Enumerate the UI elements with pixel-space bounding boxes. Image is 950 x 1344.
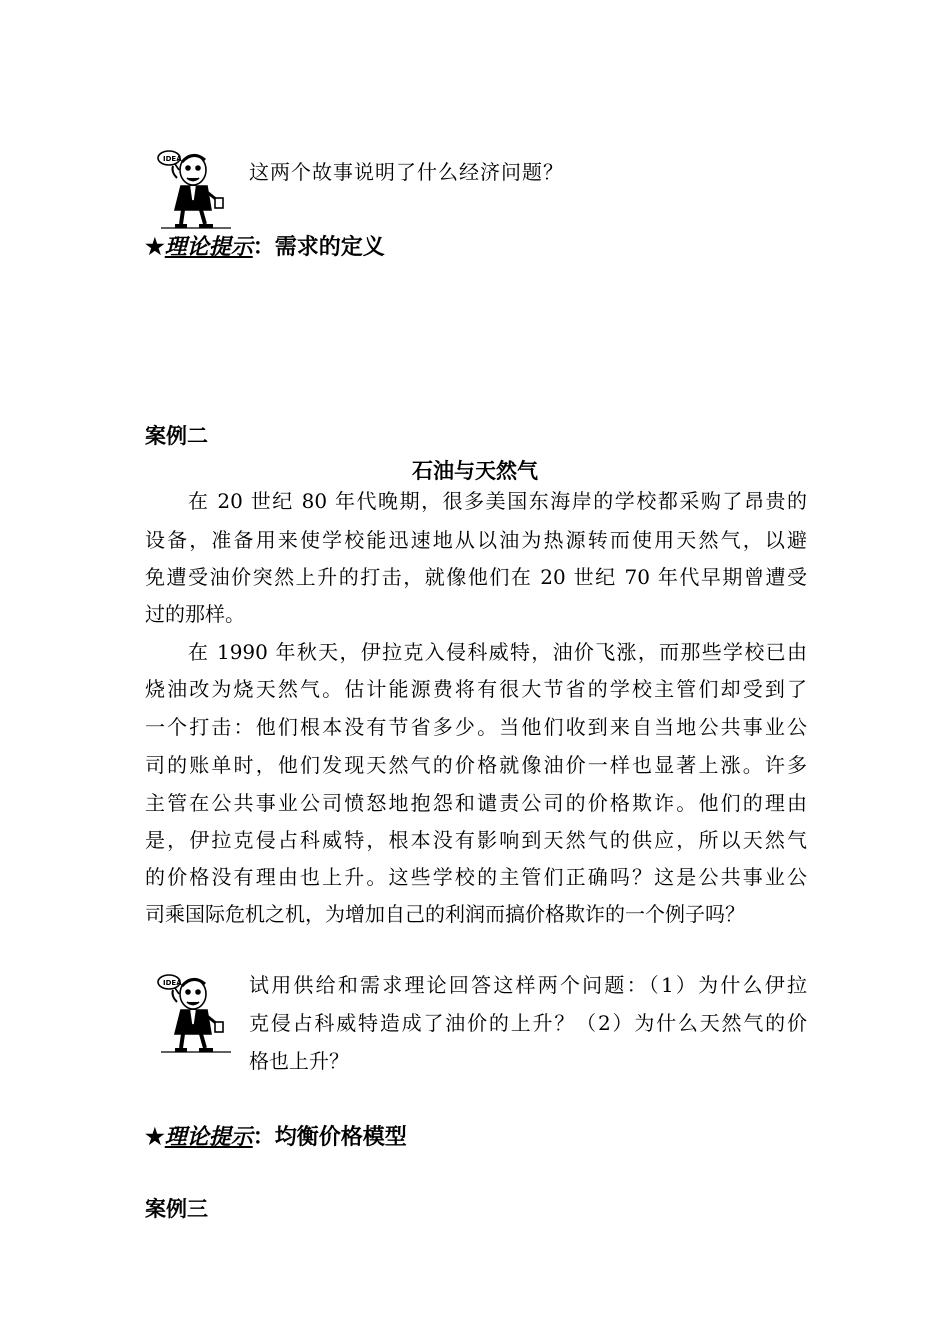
thinking-man-icon <box>155 972 235 1054</box>
paragraph-line: 设备，准备用来使学校能迅速地从以油为热源转而使用天然气，以避 <box>145 528 807 552</box>
case-3-heading: 案例三 <box>145 1196 208 1221</box>
question-2 <box>249 966 807 1080</box>
question-line: 克侵占科威特造成了油价的上升？（2）为什么天然气的价 <box>249 1011 807 1035</box>
idea-badge: IDEA <box>163 155 182 163</box>
paragraph-line: 过的那样。 <box>145 602 245 626</box>
thinking-man-icon <box>155 148 235 230</box>
case-2-title: 石油与天然气 <box>412 458 538 483</box>
case-2-heading: 案例二 <box>145 423 208 448</box>
idea-badge: IDEA <box>163 979 182 987</box>
paragraph-line: 主管在公共事业公司愤怒地抱怨和谴责公司的价格欺诈。他们的理由 <box>145 791 807 815</box>
paragraph-line: 是，伊拉克侵占科威特，根本没有影响到天然气的供应，所以天然气 <box>145 828 807 852</box>
hint-text: 需求的定义 <box>274 234 385 260</box>
question-1: 这两个故事说明了什么经济问题？ <box>249 160 564 184</box>
theory-hint-2: ★理论提示：均衡价格模型 <box>145 1124 407 1150</box>
paragraph-line: 的价格没有理由也上升。这些学校的主管们正确吗？这是公共事业公 <box>145 865 807 889</box>
hint-label: 理论提示 <box>164 234 253 260</box>
paragraph-line: 烧油改为烧天然气。估计能源费将有很大节省的学校主管们却受到了 <box>145 677 807 701</box>
paragraph-line: 在 1990 年秋天，伊拉克入侵科威特，油价飞涨，而那些学校已由 <box>188 640 807 664</box>
star-icon: ★ <box>145 234 165 260</box>
hint-text: 均衡价格模型 <box>274 1124 407 1150</box>
paragraph-line: 在 20 世纪 80 年代晚期，很多美国东海岸的学校都采购了昂贵的 <box>188 489 807 513</box>
question-line: 试用供给和需求理论回答这样两个问题：（1）为什么伊拉 <box>249 973 807 997</box>
question-line: 格也上升？ <box>249 1049 349 1073</box>
paragraph-line: 免遭受油价突然上升的打击，就像他们在 20 世纪 70 年代早期曾遭受 <box>145 565 807 589</box>
paragraph-line: 一个打击：他们根本没有节省多少。当他们收到来自当地公共事业公 <box>145 715 807 739</box>
paragraph-line: 司的账单时，他们发现天然气的价格就像油价一样也显著上涨。许多 <box>145 753 807 777</box>
hint-label: 理论提示 <box>164 1124 253 1150</box>
paragraph-line: 司乘国际危机之机，为增加自己的利润而搞价格欺诈的一个例子吗？ <box>145 902 745 926</box>
theory-hint-1: ★理论提示：需求的定义 <box>145 234 385 260</box>
star-icon: ★ <box>145 1124 165 1150</box>
